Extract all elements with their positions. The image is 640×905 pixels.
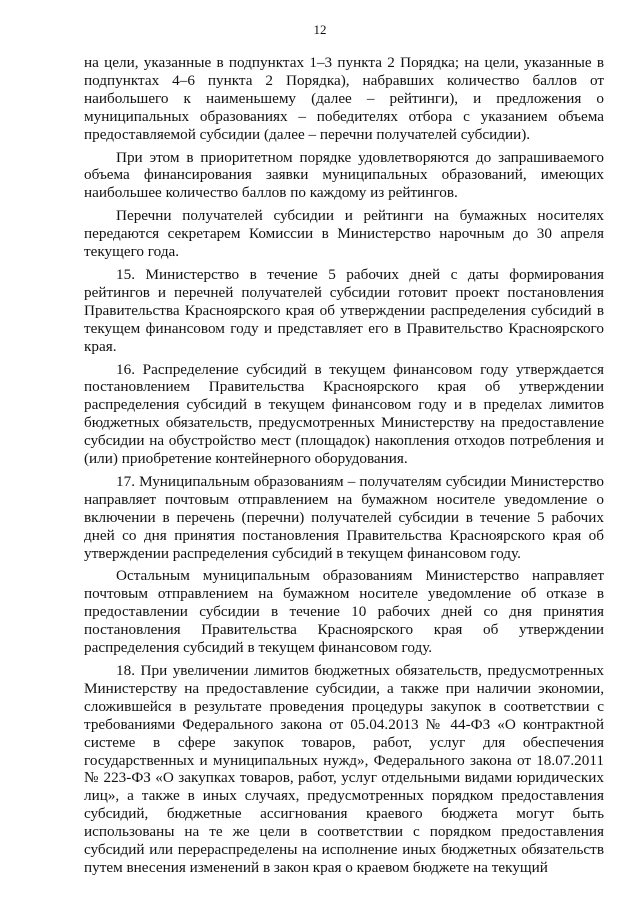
- paragraph-item-18: 18. При увеличении лимитов бюджетных обязательств, предусмотренных Министерству на предоставление субсидии, а также при наличии экономии, сложившейся в результате проведения процедуры закупок в соответствии с требованиями Федерального закона от 05.04.2013 № 44-ФЗ «О контрактной системе в сфере закупок товаров, работ, услуг для обеспечения государственных и муниципальных нужд», Федерального закона от 18.07.2011 № 223-ФЗ «О закупках товаров, работ, услуг отдельными видами юридических лиц», а также в иных случаях, предусмотренных порядком предоставления субсидий, бюджетные ассигнования краевого бюджета могут быть использованы на те же цели в соответствии с порядком предоставления субсидий или перераспределены на исполнение иных бюджетных обязательств путем внесения изменений в закон края о краевом бюджете на текущий: [84, 662, 604, 876]
- page-number: 12: [313, 22, 327, 37]
- paragraph-item-15: 15. Министерство в течение 5 рабочих дней с даты формирования рейтингов и перечней получателей субсидии готовит проект постановления Правительства Красноярского края об утверждении распределения субсидий в текущем финансовом году и представляет его в Правительство Красноярского края.: [84, 265, 604, 355]
- paragraph: Перечни получателей субсидии и рейтинги на бумажных носителях передаются секретарем Комиссии в Министерство нарочным до 30 апреля текущего года.: [84, 207, 604, 261]
- paragraph: При этом в приоритетном порядке удовлетворяются до запрашиваемого объема финансирования заявки муниципальных образований, имеющих наибольшее количество баллов по каждому из рейтингов.: [84, 148, 604, 202]
- paragraph-item-16: 16. Распределение субсидий в текущем финансовом году утверждается постановлением Правительства Красноярского края об утверждении распределения субсидий в текущем финансовом году и в пределах лимитов бюджетных обязательств, предусмотренных Министерству на предоставление субсидии на обустройство мест (площадок) накопления отходов потребления и (или) приобретение контейнерного оборудования.: [84, 360, 604, 468]
- paragraph: на цели, указанные в подпунктах 1–3 пункта 2 Порядка; на цели, указанные в подпунктах 4–6 пункта 2 Порядка), набравших количество баллов от наибольшего к наименьшему (далее – рейтинги), и предложения о муниципальных образованиях – победителях отбора с указанием объема предоставляемой субсидии (далее – перечни получателей субсидии).: [84, 54, 604, 143]
- paragraph-item-17: 17. Муниципальным образованиям – получателям субсидии Министерство направляет почтовым отправлением на бумажном носителе уведомление о включении в перечень (перечни) получателей субсидии в течение 5 рабочих дней со дня принятия постановления Правительства Красноярского края об утверждении распределения субсидий в текущем финансовом году.: [84, 472, 604, 562]
- body-text: [84, 54, 604, 882]
- paragraph: Остальным муниципальным образованиям Министерство направляет почтовым отправлением на бумажном носителе уведомление об отказе в предоставлении субсидии в течение 10 рабочих дней со дня принятия постановления Правительства Красноярского края об утверждении распределения субсидий в текущем финансовом году.: [84, 567, 604, 657]
